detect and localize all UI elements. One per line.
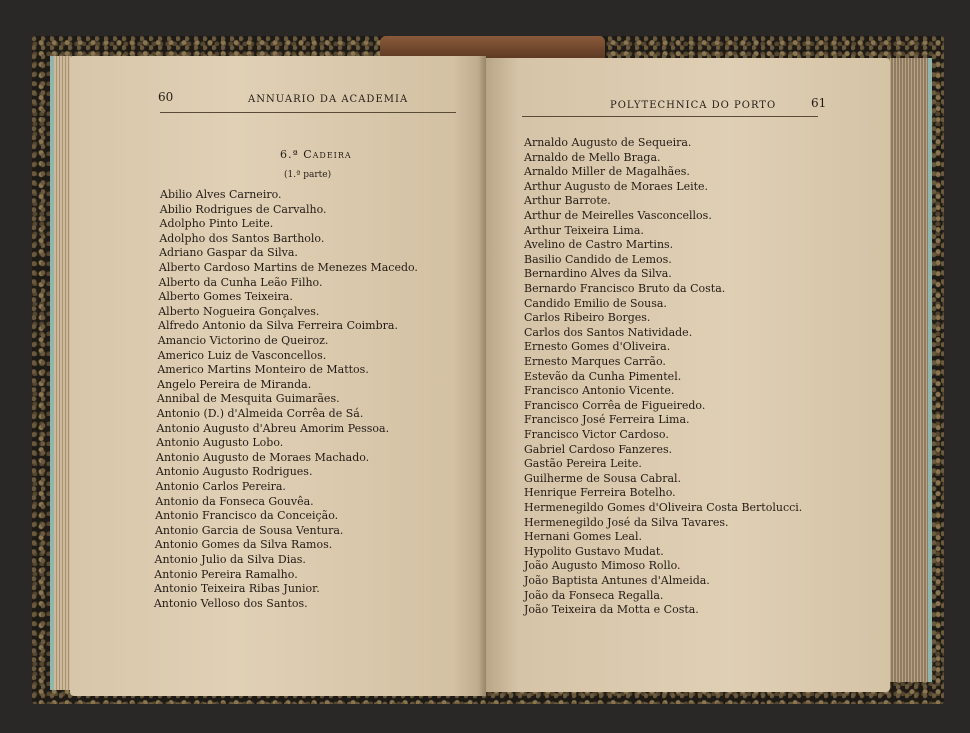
name-entry: Alberto Gomes Teixeira. xyxy=(158,290,293,304)
name-entry: Antonio Pereira Ramalho. xyxy=(154,567,298,581)
name-entry: Alberto Cardoso Martins de Menezes Macedo. xyxy=(158,261,418,274)
name-entry: Amancio Victorino de Queiroz. xyxy=(157,334,329,347)
name-entry: Ernesto Marques Carrão. xyxy=(524,355,666,368)
name-entry: João Baptista Antunes d'Almeida. xyxy=(524,574,710,587)
name-entry: Antonio Augusto de Moraes Machado. xyxy=(156,450,370,464)
name-entry: Antonio Teixeira Ribas Junior. xyxy=(154,582,320,596)
name-entry: Alberto Nogueira Gonçalves. xyxy=(158,304,320,318)
name-entry: Basilio Candido de Lemos. xyxy=(524,252,672,266)
name-entry: Hernani Gomes Leal. xyxy=(524,530,642,544)
name-entry: Antonio Augusto Rodrigues. xyxy=(155,465,313,479)
name-entry: Alberto da Cunha Leão Filho. xyxy=(158,275,323,289)
name-entry: Antonio Francisco da Conceição. xyxy=(155,509,339,523)
name-entry: Bernardino Alves da Silva. xyxy=(524,267,672,281)
name-entry: Abilio Alves Carneiro. xyxy=(160,188,282,201)
name-entry: Arnaldo Augusto de Sequeira. xyxy=(524,136,692,149)
book-spine xyxy=(380,36,605,58)
name-entry: Hermenegildo Gomes d'Oliveira Costa Bertolucci. xyxy=(524,501,803,514)
name-entry: Arthur Teixeira Lima. xyxy=(524,223,644,237)
name-entry: Carlos dos Santos Natividade. xyxy=(524,325,693,339)
name-entry: Angelo Pereira de Miranda. xyxy=(157,377,312,391)
left-page-number: 60 xyxy=(158,90,174,104)
name-entry: Antonio Julio da Silva Dias. xyxy=(154,553,306,566)
name-entry: Estevão da Cunha Pimentel. xyxy=(524,369,682,383)
name-entry: Arnaldo de Mello Braga. xyxy=(524,150,661,164)
name-entry: Antonio Garcia de Sousa Ventura. xyxy=(154,523,344,537)
right-page xyxy=(486,58,890,692)
name-entry: João Augusto Mimoso Rollo. xyxy=(524,559,681,573)
name-entry: Avelino de Castro Martins. xyxy=(524,238,674,252)
name-entry: Adolpho dos Santos Bartholo. xyxy=(159,231,325,245)
name-entry: João Teixeira da Motta e Costa. xyxy=(524,603,699,617)
name-entry: Arthur de Meirelles Vasconcellos. xyxy=(524,209,712,222)
right-running-header: POLYTECHNICA DO PORTO xyxy=(610,100,777,111)
name-entry: Antonio Velloso dos Santos. xyxy=(153,596,308,610)
name-entry: Antonio da Fonseca Gouvêa. xyxy=(155,494,314,508)
name-entry: Francisco Victor Cardoso. xyxy=(524,428,669,441)
name-entry: Henrique Ferreira Botelho. xyxy=(524,486,676,500)
name-entry: Ernesto Gomes d'Oliveira. xyxy=(524,340,671,354)
name-entry: Arthur Augusto de Moraes Leite. xyxy=(524,179,709,193)
name-entry: Bernardo Francisco Bruto da Costa. xyxy=(524,282,726,295)
section-subtitle: (1.ª parte) xyxy=(284,170,332,180)
right-page-edges xyxy=(888,58,932,682)
left-running-header: ANNUARIO DA ACADEMIA xyxy=(248,94,409,105)
name-entry: Antonio Carlos Pereira. xyxy=(155,480,286,493)
name-entry: Arthur Barrote. xyxy=(524,194,611,208)
name-entry: Adolpho Pinto Leite. xyxy=(159,217,274,231)
name-entry: Hypolito Gustavo Mudat. xyxy=(524,544,664,558)
name-entry: João da Fonseca Regalla. xyxy=(524,588,664,602)
name-entry: Francisco Corrêa de Figueiredo. xyxy=(524,398,706,412)
name-entry: Francisco Antonio Vicente. xyxy=(524,384,675,398)
name-entry: Francisco José Ferreira Lima. xyxy=(524,413,690,427)
right-page-number: 61 xyxy=(811,96,827,110)
name-entry: Hermenegildo José da Silva Tavares. xyxy=(524,515,729,529)
name-entry: Antonio Augusto d'Abreu Amorim Pessoa. xyxy=(156,421,390,435)
section-title: 6.ª Cadeira xyxy=(280,148,352,161)
name-entry: Alfredo Antonio da Silva Ferreira Coimbra. xyxy=(158,319,398,333)
name-entry: Americo Martins Monteiro de Mattos. xyxy=(157,363,369,377)
left-page xyxy=(70,56,486,696)
name-entry: Gabriel Cardoso Fanzeres. xyxy=(524,442,673,456)
name-entry: Americo Luiz de Vasconcellos. xyxy=(157,348,327,362)
name-entry: Antonio (D.) d'Almeida Corrêa de Sá. xyxy=(156,407,364,420)
name-entry: Abilio Rodrigues de Carvalho. xyxy=(159,202,327,216)
name-entry: Adriano Gaspar da Silva. xyxy=(159,246,298,260)
name-entry: Candido Emilio de Sousa. xyxy=(524,296,667,310)
name-entry: Antonio Augusto Lobo. xyxy=(156,436,284,450)
name-entry: Guilherme de Sousa Cabral. xyxy=(524,471,682,485)
name-entry: Annibal de Mesquita Guimarães. xyxy=(156,392,340,406)
name-entry: Arnaldo Miller de Magalhães. xyxy=(524,165,690,179)
name-entry: Carlos Ribeiro Borges. xyxy=(524,311,651,325)
name-entry: Antonio Gomes da Silva Ramos. xyxy=(154,538,333,552)
left-header-rule xyxy=(160,112,456,113)
right-header-rule xyxy=(522,116,818,117)
name-entry: Gastão Pereira Leite. xyxy=(524,457,642,471)
